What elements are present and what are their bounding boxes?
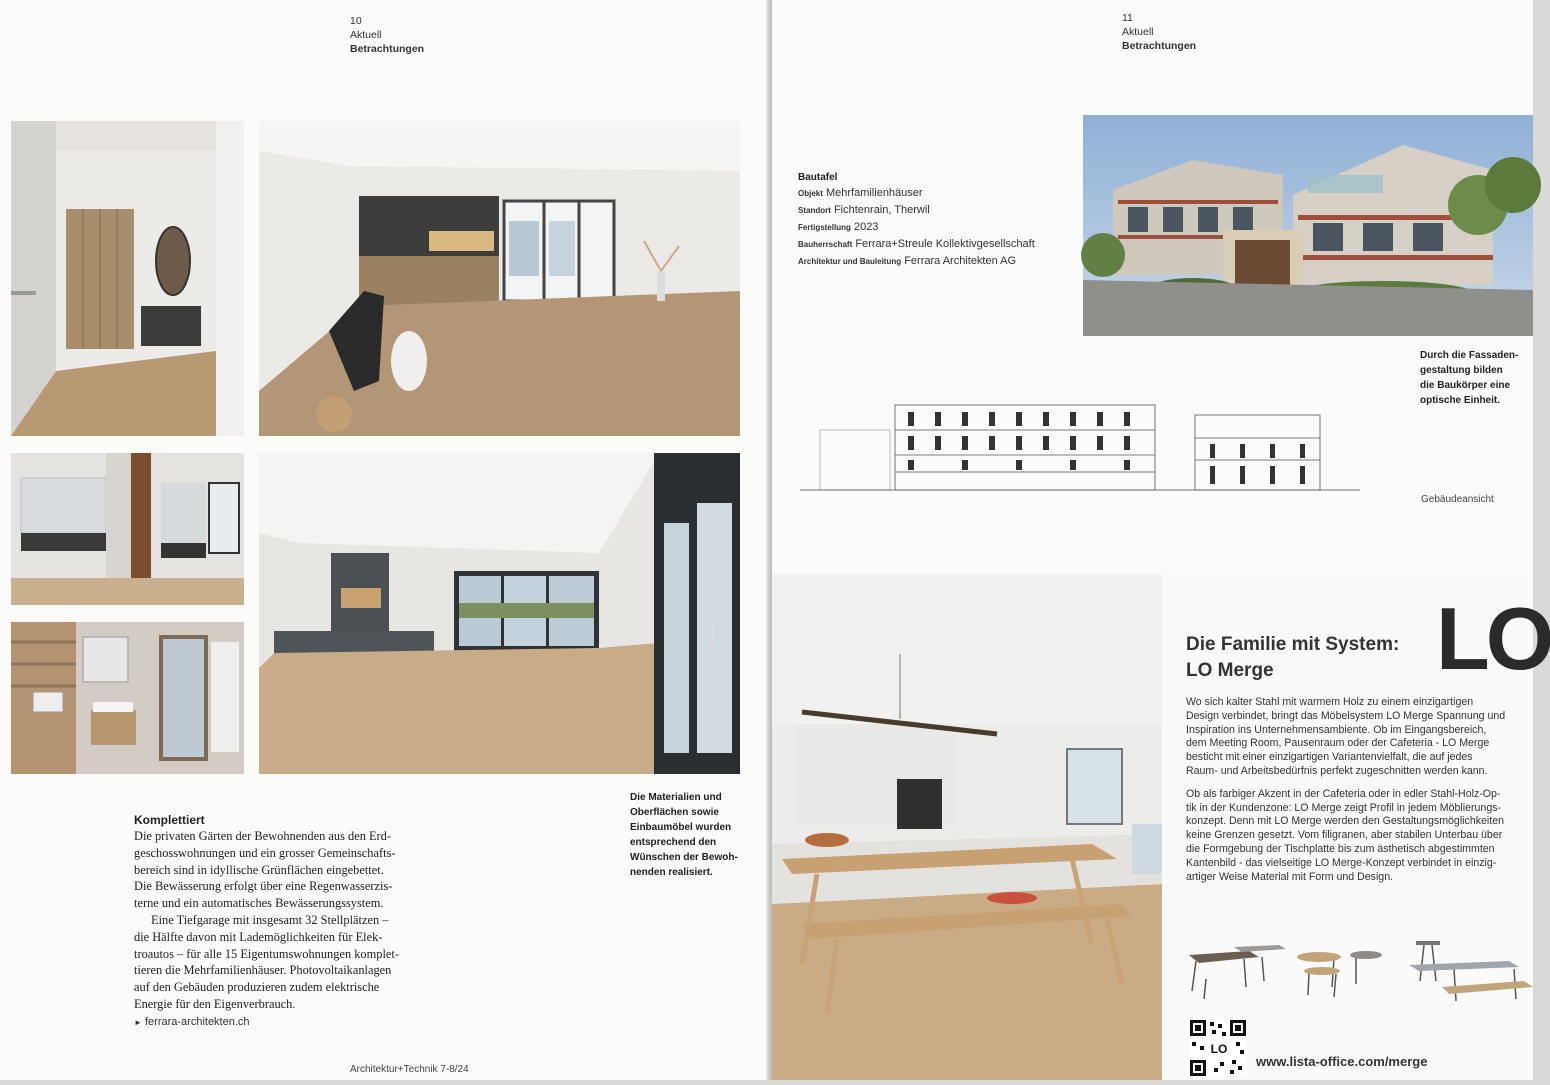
exterior-photo-caption	[1420, 348, 1518, 408]
subsection-label: Betrachtungen	[1122, 40, 1197, 52]
photo-living-fireplace	[259, 453, 740, 774]
photo-entrance-hall	[11, 121, 244, 436]
elevation-drawing	[800, 400, 1360, 495]
paragraph-line: Energie für den Eigenverbrauch.	[134, 996, 296, 1011]
photo-bathroom-2	[11, 622, 244, 774]
paragraph-line: auf den Gebäuden produzieren zudem elektrische	[134, 980, 380, 995]
right-page	[772, 0, 1550, 1080]
bautafel-row: Standort Fichtenrain, Therwil	[798, 204, 930, 216]
paragraph-line: tieren die Mehrfamilienhäuser. Photovoltaikanlagen	[134, 963, 392, 978]
photo-bathroom	[11, 453, 244, 605]
ad-paragraph: Wo sich kalter Stahl mit warmem Holz zu einem einzigartigen Design verbindet, bringt das Möbelsystem LO Merge Spannung und Inspiration ins Unternehmensambiente. Ob im Eingangsbereich, dem Meeting Room, Pausenraum oder der Cafeteria - LO Merge besticht mit einer einzigartigen Variantenvielfalt, die auf jedes Raum- und Arbeitsbedürfnis perfekt zugeschnitten werden kann.	[1186, 696, 1506, 777]
paragraph-line: bereich sind in idyllische Grünflächen eingebettet.	[134, 862, 384, 877]
ad-headline-line: Die Familie mit System:	[1186, 634, 1400, 655]
paragraph-line: Eine Tiefgarage mit insgesamt 32 Stellplätzen –	[151, 912, 389, 927]
article-link[interactable]	[134, 1014, 454, 1031]
caption-line: optische Einheit.	[1420, 395, 1501, 406]
paragraph-line: die Hälfte davon mit Lademöglichkeiten für Elek-	[134, 929, 383, 944]
page-number: 10	[350, 15, 362, 27]
caption-line: Oberflächen sowie	[630, 807, 719, 818]
bautafel-row: Bauherrschaft Ferrara+Streule Kollektivgesellschaft	[798, 238, 1035, 250]
paragraph-line: troautos – für alle 15 Eigentumswohnungen komplet-	[134, 946, 399, 961]
article-heading: Komplettiert	[134, 813, 205, 827]
caption-line: Einbaumöbel wurden	[630, 822, 732, 833]
ad-headline	[1186, 632, 1399, 684]
advertisement	[772, 574, 1550, 1080]
caption-line: entsprechend den	[630, 837, 717, 848]
page-number: 11	[1122, 12, 1133, 24]
caption-line: gestaltung bilden	[1420, 365, 1503, 376]
paragraph-line: terne und ein automatisches Bewässerungssystem.	[134, 896, 384, 911]
photo-living-kitchen	[259, 121, 740, 436]
ad-url[interactable]: www.lista-office.com/merge	[1256, 1054, 1428, 1069]
link-arrow-icon: ►	[134, 1017, 142, 1027]
photo-building-exterior	[1083, 115, 1533, 336]
caption-line: Durch die Fassaden-	[1420, 350, 1519, 361]
section-label: Aktuell	[350, 29, 382, 41]
link-text: ferrara-architekten.ch	[144, 1015, 250, 1028]
photo-caption	[630, 790, 738, 880]
paragraph-line: Die privaten Gärten der Bewohnenden aus den Erd-	[134, 829, 392, 843]
qr-code[interactable]	[1190, 1020, 1246, 1076]
ad-photo-dining-room	[772, 574, 1162, 1080]
left-page	[0, 0, 770, 1080]
article-body	[134, 828, 454, 1013]
bautafel	[798, 171, 1035, 270]
section-label: Aktuell	[1122, 26, 1154, 38]
drawing-caption: Gebäudeansicht	[1421, 494, 1494, 505]
subsection-label: Betrachtungen	[350, 43, 425, 55]
caption-line: nenden realisiert.	[630, 867, 713, 878]
bautafel-row: Objekt Mehrfamilienhäuser	[798, 187, 923, 199]
ad-furniture-illustrations	[1184, 939, 1533, 1009]
lo-logo	[1436, 589, 1550, 688]
ad-paragraph: Ob als farbiger Akzent in der Cafeteria oder in edler Stahl-Holz-Op- tik in der Kundenzone: LO Merge zeigt Profil in jedem Möblierungs- konzept. Denn mit LO Merge werden den Gestaltungsmöglichkeiten keine Grenzen gesetzt. Vom filigranen, aber stabilen Unterbau über die Formgebung der Tischplatte bis zum ästhetisch abgestimmten Kantenbild - das vielseitige LO Merge-Konzept verbindet in einzig- artiger Weise Material mit Form und Design.	[1186, 787, 1504, 883]
caption-line: Wünschen der Bewoh-	[630, 852, 738, 863]
bautafel-heading: Bautafel	[798, 172, 838, 183]
qr-code-logo: LO	[1210, 1042, 1228, 1056]
ad-body	[1186, 696, 1533, 893]
right-page-header	[1122, 11, 1196, 53]
lo-logo-text: LO	[1436, 589, 1550, 688]
page-footer: Architektur+Technik 7-8/24	[350, 1064, 469, 1075]
caption-line: Die Materialien und	[630, 792, 722, 803]
article	[134, 813, 454, 1031]
left-page-header	[350, 14, 424, 56]
paragraph-line: geschosswohnungen und ein grosser Gemeinschafts-	[134, 845, 396, 860]
caption-line: die Baukörper eine	[1420, 380, 1511, 391]
ad-headline-line: LO Merge	[1186, 660, 1274, 681]
bautafel-row: Architektur und Bauleitung Ferrara Architekten AG	[798, 255, 1017, 267]
bautafel-row: Fertigstellung 2023	[798, 221, 879, 233]
paragraph-line: Die Bewässerung erfolgt über eine Regenwasserzis-	[134, 879, 393, 894]
